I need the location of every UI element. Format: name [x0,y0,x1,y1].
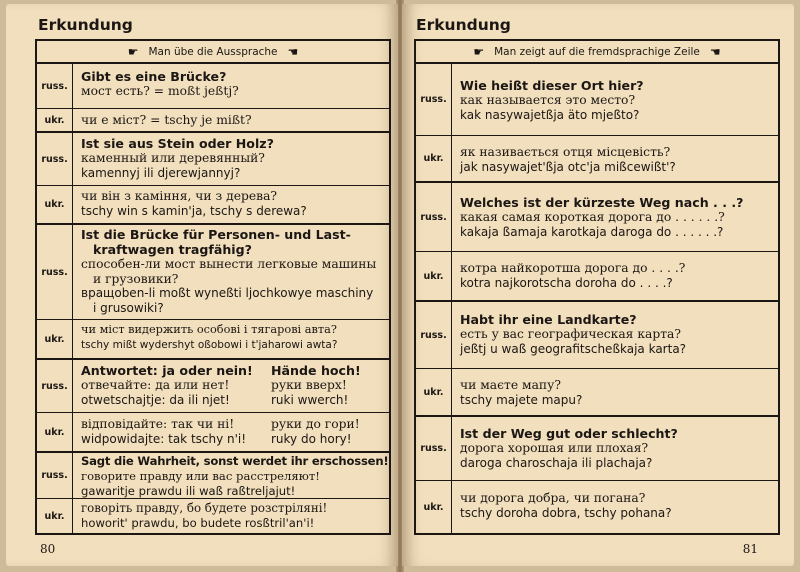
transliteration: daroga charoschaja ili plachaja? [460,455,653,470]
transliteration: kak nasywajetßja äto mjeßto? [460,107,640,122]
russian-phrase: есть у вас географическая карта? [460,327,681,341]
phrase-row [81,189,383,218]
transliteration: kamennyj ili djerewjannyj? [81,165,241,180]
ukrainian-phrase: котра найкоротша дорога до . . . .? [460,261,686,275]
phrase-row [81,454,389,498]
phrase-row [81,69,383,99]
phrase-row [460,145,772,174]
ukrainian-phrase: руки до гори! [271,417,360,431]
phrase-row [81,501,383,530]
phrase-row [460,195,772,239]
page-number: 81 [742,542,758,556]
transliteration: tschy mißt wydershyt oßobowi i t'jaharowi awta? [81,338,338,351]
transliteration: gawaritje prawdu ili waß raßtreljajut! [81,483,296,498]
row-divider [37,412,389,413]
transliteration: jak nasywajet'ßja otc'ja mißcewißt'? [460,159,676,174]
phrase-row [460,261,772,290]
ukrainian-phrase: чи маєте мапу? [460,378,561,392]
german-phrase: kraftwagen tragfähig? [93,242,252,257]
row-divider [37,358,389,360]
phrase-row [81,363,383,407]
german-phrase: Wie heißt dieser Ort hier? [460,78,644,93]
ukrainian-phrase: чи міст видержить особові і тягарові авта? [81,323,337,336]
lang-label: ukr. [416,252,452,300]
lang-label: russ. [416,417,452,480]
lang-label: russ. [37,133,73,185]
lang-label: ukr. [37,499,73,533]
phrase-row [460,378,772,407]
russian-phrase: и грузовики? [93,271,179,286]
russian-phrase: мост есть? = moßt jeßtj? [81,84,239,98]
right-banner-text: Man zeigt auf die fremdsprachige Zeile [494,45,700,58]
transliteration: ruky do hory! [271,431,352,446]
transliteration: widpowidajte: tak tschy n'i! [81,431,247,446]
ukrainian-phrase: як називається отця місцевість? [460,145,671,159]
russian-phrase: дорога хорошая или плохая? [460,441,649,455]
german-phrase: Ist der Weg gut oder schlecht? [460,426,678,441]
page-number: 80 [40,542,56,556]
row-divider [416,415,778,417]
phrase-column-2 [271,417,360,446]
left-page [6,4,398,566]
transliteration: howorit' prawdu, bo budete rosßtril'an'i! [81,515,315,530]
lang-label: ukr. [37,186,73,223]
phrase-row [81,227,383,315]
phrase-row [81,136,383,180]
german-phrase: Habt ihr eine Landkarte? [460,312,637,327]
ukrainian-phrase: говоріть правду, бо будете розстріляні! [81,501,328,515]
phrase-row [460,426,772,470]
transliteration: вращоben-li moßt wyneßti ljochkowye maschiny [81,286,374,301]
lang-label: ukr. [416,369,452,415]
lang-label: ukr. [37,109,73,131]
row-divider [37,223,389,225]
lang-label: russ. [416,64,452,135]
russian-phrase: руки вверх! [271,378,347,392]
german-phrase: Gibt es eine Brücke? [81,69,227,84]
row-divider [37,185,389,186]
german-phrase: Antwortet: ja oder nein! [81,363,253,378]
ukrainian-phrase: чи е міст? = tschy je mißt? [81,113,252,127]
russian-phrase: отвечайте: да или нет! [81,378,230,392]
lang-label: russ. [416,302,452,368]
german-phrase: Ist die Brücke für Personen- und Last- [81,227,351,242]
row-divider [37,498,389,499]
russian-phrase: каменный или деревянный? [81,151,265,165]
ukrainian-phrase: чи він з каміння, чи з дерева? [81,189,277,203]
right-phrase-table [414,39,780,535]
right-banner [416,41,778,64]
lang-label: russ. [416,183,452,251]
transliteration: i grusowiki? [93,300,164,315]
pointing-hand-right-icon: ☛ [127,44,139,59]
lang-label: russ. [37,64,73,108]
transliteration: tschy majete mapu? [460,392,583,407]
german-phrase: Ist sie aus Stein oder Holz? [81,136,274,151]
transliteration: jeßtj u waß geografitscheßkaja karta? [460,341,687,356]
lang-label: ukr. [416,136,452,181]
row-divider [416,480,778,481]
row-divider [37,108,389,109]
row-divider [416,135,778,136]
transliteration: ruki wwerch! [271,392,349,407]
russian-phrase: способен-ли мост вынести легковые машины [81,257,377,271]
lang-label: ukr. [37,413,73,451]
row-divider [37,319,389,320]
left-heading: Erkundung [38,16,133,34]
row-divider [416,181,778,183]
phrase-column-2 [271,363,361,407]
phrase-row [460,78,772,122]
lang-label: ukr. [416,481,452,533]
pointing-hand-left-icon: ☚ [287,44,299,59]
phrase-row [460,312,772,356]
row-divider [37,131,389,133]
transliteration: kotra najkorotscha doroha do . . . .? [460,275,673,290]
transliteration: otwetschajtje: da ili njet! [81,392,230,407]
lang-label: russ. [37,453,73,498]
phrase-row [81,417,383,446]
transliteration: kakaja ßamaja karotkaja daroga do . . . . . .? [460,224,724,239]
lang-label: russ. [37,225,73,319]
row-divider [416,300,778,302]
row-divider [416,368,778,369]
ukrainian-phrase: чи дорога добра, чи погана? [460,491,646,505]
german-phrase: Welches ist der kürzeste Weg nach . . .? [460,195,744,210]
phrase-row [81,323,383,352]
transliteration: tschy doroha dobra, tschy pohana? [460,505,672,520]
german-phrase: Hände hoch! [271,363,361,378]
ukrainian-phrase: відповідайте: так чи ні! [81,417,235,431]
row-divider [37,451,389,453]
left-banner-text: Man übe die Aussprache [148,45,278,58]
left-banner [37,41,389,64]
lang-label: russ. [37,360,73,412]
lang-label: ukr. [37,320,73,358]
phrase-row [460,491,772,520]
row-divider [416,251,778,252]
right-heading: Erkundung [416,16,511,34]
german-phrase: Sagt die Wahrheit, sonst werdet ihr erschossen! [81,454,389,468]
left-phrase-table [35,39,391,535]
transliteration: tschy win s kamin'ja, tschy s derewa? [81,203,307,218]
pointing-hand-right-icon: ☛ [473,44,485,59]
right-page [402,4,794,566]
russian-phrase: говорите правду или вас расстреляют! [81,469,320,483]
russian-phrase: какая самая короткая дорога до . . . . . .? [460,210,725,224]
phrase-row [81,113,383,128]
russian-phrase: как называется это место? [460,93,636,107]
pointing-hand-left-icon: ☚ [709,44,721,59]
